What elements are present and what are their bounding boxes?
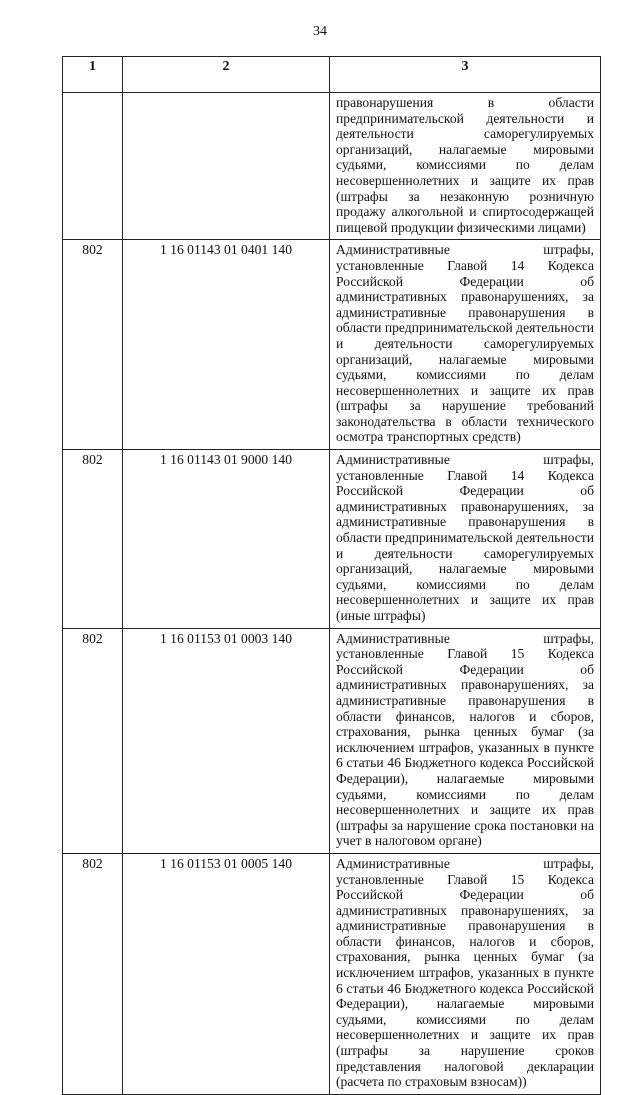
description-cell: Административные штрафы, установленные Главой 14 Кодекса Российской Федерации об административных правонарушениях, за административные правонарушения в области предпринимательской деятельности и деятельности саморегулируемых организаций, налагаемые мировыми судьями, комиссиями по делам несовершеннолетних и защите их прав (иные штрафы) — [330, 450, 601, 629]
bcc-code-cell: 1 16 01143 01 0401 140 — [123, 240, 330, 450]
bcc-code-cell — [123, 93, 330, 240]
admin-code-cell: 802 — [63, 450, 123, 629]
description-cell: Административные штрафы, установленные Главой 15 Кодекса Российской Федерации об административных правонарушениях, за административные правонарушения в области финансов, налогов и сборов, страхования, рынка ценных бумаг (за исключением штрафов, указанных в пункте 6 статьи 46 Бюджетного кодекса Российской Федерации), налагаемые мировыми судьями, комиссиями по делам несовершеннолетних и защите их прав (штрафы за нарушение срока постановки на учет в налоговом органе) — [330, 628, 601, 853]
column-header-3: 3 — [330, 57, 601, 93]
admin-code-cell: 802 — [63, 853, 123, 1094]
column-header-1: 1 — [63, 57, 123, 93]
description-cell: Административные штрафы, установленные Главой 14 Кодекса Российской Федерации об административных правонарушениях, за административные правонарушения в области предпринимательской деятельности и деятельности саморегулируемых организаций, налагаемые мировыми судьями, комиссиями по делам несовершеннолетних и защите их прав (штрафы за нарушение требований законодательства в области технического осмотра транспортных средств) — [330, 240, 601, 450]
admin-code-cell: 802 — [63, 240, 123, 450]
admin-code-cell: 802 — [63, 628, 123, 853]
table-row — [63, 93, 601, 240]
bcc-code-cell: 1 16 01153 01 0003 140 — [123, 628, 330, 853]
table-row — [63, 853, 601, 1094]
description-cell: Административные штрафы, установленные Главой 15 Кодекса Российской Федерации об административных правонарушениях, за административные правонарушения в области финансов, налогов и сборов, страхования, рынка ценных бумаг (за исключением штрафов, указанных в пункте 6 статьи 46 Бюджетного кодекса Российской Федерации), налагаемые мировыми судьями, комиссиями по делам несовершеннолетних и защите их прав (штрафы за нарушение сроков представления налоговой декларации (расчета по страховым взносам)) — [330, 853, 601, 1094]
budget-classification-table — [62, 56, 601, 1095]
table-header-row — [63, 57, 601, 93]
bcc-code-cell: 1 16 01153 01 0005 140 — [123, 853, 330, 1094]
column-header-2: 2 — [123, 57, 330, 93]
table-row — [63, 450, 601, 629]
description-cell: правонарушения в области предпринимательской деятельности и деятельности саморегулируемых организаций, налагаемые мировыми судьями, комиссиями по делам несовершеннолетних и защите их прав (штрафы за незаконную розничную продажу алкогольной и спиртосодержащей пищевой продукции физическими лицами) — [330, 93, 601, 240]
table-row — [63, 240, 601, 450]
admin-code-cell — [63, 93, 123, 240]
table-row — [63, 628, 601, 853]
bcc-code-cell: 1 16 01143 01 9000 140 — [123, 450, 330, 629]
page-number: 34 — [313, 24, 327, 39]
